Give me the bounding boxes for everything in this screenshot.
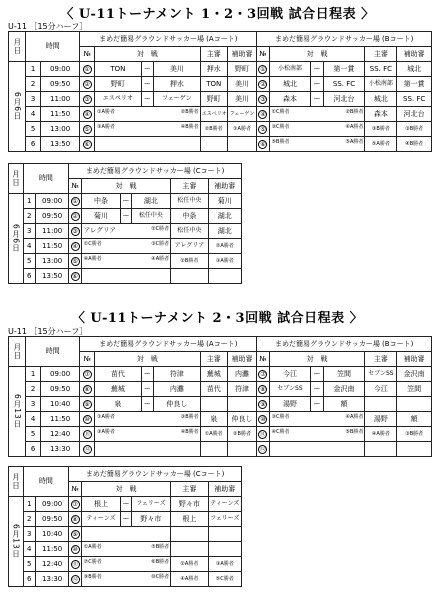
row-number: 2	[26, 382, 41, 397]
match-no: ⑫	[69, 572, 81, 587]
away-team: SS. FC	[323, 77, 365, 92]
assistant: 額	[397, 412, 432, 427]
match-no: ②	[257, 77, 269, 92]
table-row	[9, 254, 242, 269]
time-header: 時間	[26, 32, 80, 62]
row-number: 1	[26, 367, 41, 382]
vs-mark: ー	[311, 92, 323, 107]
match-no: ⑥	[257, 137, 269, 152]
time-cell: 13:30	[40, 442, 79, 457]
referee: 苗代	[200, 382, 227, 397]
referee: セブンSS	[365, 367, 397, 382]
match-no: ③	[69, 224, 81, 239]
home-team: 蕪城	[95, 382, 142, 397]
assistant: ③A勝者	[208, 254, 241, 269]
time-cell: 13:50	[40, 137, 79, 152]
match-no: ⑪	[80, 427, 95, 442]
time-cell: 13:50	[36, 269, 69, 284]
match-no: ①	[80, 62, 95, 77]
table-row	[9, 107, 432, 122]
vs-mark: ー	[121, 512, 131, 527]
month-day-header: 月日	[9, 32, 26, 62]
referee	[171, 269, 208, 284]
time-header: 時間	[23, 467, 69, 497]
date-cell: 6月6日	[9, 194, 24, 284]
assistant: 湖北	[208, 224, 241, 239]
match-no: ④	[80, 107, 95, 122]
asst-header: 補助審	[208, 482, 241, 497]
home-team: ティーンズ	[81, 512, 121, 527]
home-team: 苗代	[95, 367, 142, 382]
table-row	[9, 427, 432, 442]
date-cell: 6月13日	[9, 497, 24, 587]
referee: 野町	[200, 92, 227, 107]
match-no: ⑪	[69, 557, 81, 572]
table-row	[9, 397, 432, 412]
match-cell: ①A勝者 ②B勝者	[95, 107, 201, 122]
match-no: ④	[257, 107, 269, 122]
no-header: №	[80, 47, 95, 62]
schedule-table-c-1	[8, 163, 242, 284]
ref-header: 主審	[171, 179, 208, 194]
ref-header: 主審	[171, 482, 208, 497]
away-team: 野々市	[131, 512, 171, 527]
match-cell: ①C勝者 ②B勝者	[269, 107, 365, 122]
match-header: 対 戦	[95, 47, 201, 62]
home-team: エスペリオ	[95, 92, 142, 107]
row-number: 5	[26, 122, 41, 137]
vs-mark: ー	[121, 194, 131, 209]
match-cell: ⑦C勝者 ⑥B勝者	[81, 557, 170, 572]
match-cell: ④C勝者 ⑤B勝者	[269, 427, 365, 442]
match-no: ⑨	[69, 527, 81, 542]
row-number: 6	[23, 572, 35, 587]
no-header: №	[69, 179, 81, 194]
match-cell: ①A勝者 ③B勝者	[95, 412, 201, 427]
table-row	[9, 137, 432, 152]
ref-header: 主審	[200, 352, 227, 367]
match-no: ②	[69, 209, 81, 224]
assistant: SS. FC	[397, 92, 432, 107]
referee: 押水	[200, 62, 227, 77]
asst-header: 補助審	[227, 352, 257, 367]
assistant: 仲良し	[227, 412, 257, 427]
assistant: ⑤C勝者	[208, 572, 241, 587]
no-header: №	[257, 352, 269, 367]
away-team: 押水	[153, 77, 200, 92]
ref-header: 主審	[365, 352, 397, 367]
match-cell	[81, 269, 170, 284]
month-day-header: 月日	[9, 337, 26, 367]
row-number: 6	[23, 269, 35, 284]
match-header: 対 戦	[95, 352, 201, 367]
referee	[171, 542, 208, 557]
time-cell: 13:30	[36, 572, 69, 587]
row-number: 3	[26, 397, 41, 412]
match-no: ②	[80, 77, 95, 92]
time-cell: 11:50	[36, 239, 69, 254]
vs-mark: ー	[121, 497, 131, 512]
ref-header: 主審	[365, 47, 397, 62]
vs-mark: ー	[141, 382, 153, 397]
match-cell: ④A勝者 ④A勝者	[81, 254, 170, 269]
table-row	[9, 412, 432, 427]
asst-header: 補助審	[208, 179, 241, 194]
assistant: 笠間	[397, 382, 432, 397]
time-cell: 11:50	[40, 107, 79, 122]
referee: ③B勝者	[365, 122, 397, 137]
referee: ②B勝者	[171, 254, 208, 269]
section1-subtitle: U-11 ［15分ハーフ］	[8, 22, 88, 31]
assistant: ①A勝者	[227, 122, 257, 137]
table-row	[9, 512, 242, 527]
referee	[365, 442, 397, 457]
home-team: 根上	[81, 497, 121, 512]
match-header: 対 戦	[269, 47, 365, 62]
away-team: 松任中央	[131, 209, 171, 224]
referee: 蕪城	[200, 367, 227, 382]
referee: ①A勝者	[200, 427, 227, 442]
vs-mark: ー	[311, 62, 323, 77]
referee	[200, 442, 227, 457]
table-row	[9, 497, 242, 512]
table-row	[9, 224, 242, 239]
month-day-header: 月日	[9, 164, 24, 194]
away-team: 仲良し	[153, 397, 200, 412]
row-number: 6	[26, 137, 41, 152]
referee: ②A勝者	[171, 557, 208, 572]
vs-mark: ー	[141, 77, 153, 92]
referee: ②B勝者	[200, 122, 227, 137]
away-team: 内灘	[153, 382, 200, 397]
schedule-table-ab-1	[8, 31, 432, 152]
time-cell: 09:50	[36, 512, 69, 527]
home-team: 森本	[269, 92, 311, 107]
row-number: 3	[26, 92, 41, 107]
assistant: 内灘	[227, 367, 257, 382]
match-cell: ③A勝者 ④B勝者	[95, 427, 201, 442]
assistant: 美川	[227, 92, 257, 107]
table-row	[9, 382, 432, 397]
row-number: 4	[23, 542, 35, 557]
assistant: ティーンズ	[208, 497, 241, 512]
referee: ④A勝者	[171, 572, 208, 587]
vs-mark: ー	[311, 397, 323, 412]
assistant	[227, 397, 257, 412]
row-number: 2	[23, 209, 35, 224]
match-cell	[81, 527, 170, 542]
referee: アレグリア	[171, 239, 208, 254]
time-cell: 11:00	[40, 92, 79, 107]
referee: 中条	[171, 209, 208, 224]
assistant	[227, 137, 257, 152]
home-team: 野町	[95, 77, 142, 92]
assistant: 符津	[227, 382, 257, 397]
away-team: 第一賞	[323, 62, 365, 77]
row-number: 4	[26, 107, 41, 122]
vs-mark: ー	[311, 77, 323, 92]
referee	[200, 397, 227, 412]
home-team: 小松南部	[269, 62, 311, 77]
assistant: 河北台	[397, 107, 432, 122]
row-number: 5	[23, 254, 35, 269]
row-number: 3	[23, 527, 35, 542]
no-header: №	[69, 482, 81, 497]
match-no: ③	[257, 92, 269, 107]
match-no: ①	[257, 62, 269, 77]
time-cell: 09:00	[36, 497, 69, 512]
row-number: 5	[26, 427, 41, 442]
assistant: ②B勝者	[227, 427, 257, 442]
time-cell: 09:50	[36, 209, 69, 224]
match-cell: ①C勝者 ③C勝者	[81, 239, 170, 254]
referee	[200, 137, 227, 152]
row-number: 5	[23, 557, 35, 572]
table-row	[9, 92, 432, 107]
home-team: TON	[95, 62, 142, 77]
referee: SS. FC	[365, 62, 397, 77]
time-cell: 12:40	[36, 557, 69, 572]
match-cell: ③C勝者 ④A勝者	[269, 122, 365, 137]
assistant	[227, 442, 257, 457]
section2-subtitle: U-11 ［15分ハーフ］	[8, 327, 88, 336]
vs-mark: ー	[141, 62, 153, 77]
match-no: ⑩	[80, 412, 95, 427]
table-row	[9, 122, 432, 137]
time-cell: 09:00	[36, 194, 69, 209]
assistant: ④B勝者	[397, 137, 432, 152]
assistant: 第一賞	[397, 77, 432, 92]
home-team: 菊川	[81, 209, 121, 224]
vs-mark: ー	[311, 367, 323, 382]
match-no: ⑧	[257, 382, 269, 397]
match-no: ⑪	[257, 427, 269, 442]
match-no: ⑤	[257, 122, 269, 137]
match-header: 対 戦	[81, 179, 170, 194]
match-header: 対 戦	[81, 482, 170, 497]
assistant	[397, 397, 432, 412]
match-no: ④	[69, 239, 81, 254]
referee	[365, 397, 397, 412]
month-day-header: 月日	[9, 467, 24, 497]
row-number: 3	[23, 224, 35, 239]
assistant: 美川	[227, 77, 257, 92]
time-header: 時間	[26, 337, 80, 367]
court-a-header: まめだ簡易グラウンドサッカー場 (Aコート)	[80, 337, 257, 352]
match-no: ⑤	[69, 254, 81, 269]
referee: 城北	[365, 92, 397, 107]
table-row	[9, 557, 242, 572]
referee: TON	[200, 77, 227, 92]
away-team: 笠間	[323, 367, 365, 382]
match-cell	[95, 442, 201, 457]
referee: 湯野	[365, 412, 397, 427]
table-row	[9, 442, 432, 457]
match-cell: アレグリア ②C勝者	[81, 224, 170, 239]
referee: 森本	[365, 107, 397, 122]
referee: 泉	[200, 412, 227, 427]
away-team: フェリーズ	[131, 497, 171, 512]
table-row	[9, 239, 242, 254]
table-row	[9, 542, 242, 557]
home-team: 今江	[269, 367, 311, 382]
away-team: 額	[323, 397, 365, 412]
away-team: 美川	[153, 62, 200, 77]
row-number: 6	[26, 442, 41, 457]
time-cell: 10:40	[36, 527, 69, 542]
away-team: フェーゲン	[153, 92, 200, 107]
court-c-header: まめだ簡易グラウンドサッカー場 (Cコート)	[69, 467, 242, 482]
no-header: №	[80, 352, 95, 367]
ref-header: 主審	[200, 47, 227, 62]
table-row	[9, 527, 242, 542]
vs-mark: ー	[141, 92, 153, 107]
match-no: ⑥	[80, 137, 95, 152]
referee: 松任中央	[171, 224, 208, 239]
row-number: 1	[26, 62, 41, 77]
row-number: 2	[23, 512, 35, 527]
time-cell: 09:50	[40, 77, 79, 92]
asst-header: 補助審	[397, 47, 432, 62]
section2-title: 〈 U-11トーナメント 2・3回戦 試合日程表 〉	[71, 311, 364, 326]
row-number: 1	[23, 194, 35, 209]
court-b-header: まめだ簡易グラウンドサッカー場 (Bコート)	[257, 32, 432, 47]
match-no: ⑩	[69, 542, 81, 557]
row-number: 1	[23, 497, 35, 512]
match-header: 対 戦	[269, 352, 365, 367]
time-cell: 09:00	[40, 62, 79, 77]
date-cell: 6月6日	[9, 62, 26, 152]
match-cell	[95, 137, 201, 152]
table-row	[9, 269, 242, 284]
match-no: ⑨	[80, 397, 95, 412]
time-cell: 12:40	[40, 427, 79, 442]
match-no: ⑥	[69, 269, 81, 284]
assistant	[208, 542, 241, 557]
date-cell: 6月13日	[9, 367, 26, 457]
court-c-header: まめだ簡易グラウンドサッカー場 (Cコート)	[69, 164, 242, 179]
vs-mark: ー	[121, 209, 131, 224]
table-row	[9, 77, 432, 92]
time-cell: 10:40	[40, 397, 79, 412]
table-row	[9, 572, 242, 587]
match-no: ⑤	[80, 122, 95, 137]
table-row	[9, 367, 432, 382]
match-no: ⑫	[80, 442, 95, 457]
home-team: 泉	[95, 397, 142, 412]
time-header: 時間	[23, 164, 69, 194]
vs-mark: ー	[141, 367, 153, 382]
time-cell: 11:50	[36, 542, 69, 557]
table-row	[9, 194, 242, 209]
match-no: ③	[80, 92, 95, 107]
table-row	[9, 209, 242, 224]
match-cell: ⑤B勝者 ⑤A勝者	[269, 137, 365, 152]
away-team: 河北台	[323, 92, 365, 107]
assistant: 湖北	[208, 209, 241, 224]
home-team: 城北	[269, 77, 311, 92]
away-team: 湖北	[131, 194, 171, 209]
section1-title: 〈 U-11トーナメント 1・2・3回戦 試合日程表 〉	[60, 7, 375, 22]
home-team: 中条	[81, 194, 121, 209]
assistant	[397, 442, 432, 457]
referee	[171, 527, 208, 542]
referee: エスペリオ	[200, 107, 227, 122]
referee: 根上	[171, 512, 208, 527]
time-cell: 13:00	[36, 254, 69, 269]
schedule-table-ab-2	[8, 336, 432, 457]
assistant: ③B勝者	[397, 122, 432, 137]
assistant	[208, 527, 241, 542]
match-no: ⑦	[80, 367, 95, 382]
time-cell: 13:00	[40, 122, 79, 137]
match-no: ⑧	[80, 382, 95, 397]
assistant: フェリーズ	[208, 512, 241, 527]
time-cell: 09:00	[40, 367, 79, 382]
no-header: №	[257, 47, 269, 62]
match-no: ①	[69, 194, 81, 209]
match-no: ⑨	[257, 397, 269, 412]
vs-mark: ー	[311, 382, 323, 397]
time-cell: 11:00	[36, 224, 69, 239]
match-no: ⑦	[69, 497, 81, 512]
match-cell: ③C勝者 ④A勝者	[269, 412, 365, 427]
assistant: 城北	[397, 62, 432, 77]
assistant: 金沢南	[397, 367, 432, 382]
away-team: 金沢南	[323, 382, 365, 397]
referee: 野々市	[171, 497, 208, 512]
assistant	[208, 269, 241, 284]
asst-header: 補助審	[227, 47, 257, 62]
row-number: 4	[26, 412, 41, 427]
match-no: ⑦	[257, 367, 269, 382]
court-a-header: まめだ簡易グラウンドサッカー場 (Aコート)	[80, 32, 257, 47]
referee: 今江	[365, 382, 397, 397]
row-number: 2	[26, 77, 41, 92]
assistant: ③A勝者	[208, 557, 241, 572]
court-b-header: まめだ簡易グラウンドサッカー場 (Bコート)	[257, 337, 432, 352]
table-row	[9, 62, 432, 77]
match-no: ⑫	[257, 442, 269, 457]
time-cell: 09:50	[40, 382, 79, 397]
match-no: ⑧	[69, 512, 81, 527]
match-cell: ①A勝者 ⑤B勝者	[81, 542, 170, 557]
referee: 小松南部	[365, 77, 397, 92]
asst-header: 補助審	[397, 352, 432, 367]
assistant: フェーゲン	[227, 107, 257, 122]
home-team: 湯野	[269, 397, 311, 412]
match-no: ⑩	[257, 412, 269, 427]
referee: ⑤A勝者	[365, 137, 397, 152]
match-cell: ③A勝者 ④B勝者	[95, 122, 201, 137]
vs-mark: ー	[141, 397, 153, 412]
assistant: 野町	[227, 62, 257, 77]
match-cell	[269, 442, 365, 457]
schedule-table-c-2	[8, 466, 242, 587]
assistant: ③B勝者	[397, 427, 432, 442]
assistant: ②A勝者	[208, 239, 241, 254]
referee: ④A勝者	[365, 427, 397, 442]
referee: 松任中央	[171, 194, 208, 209]
home-team: セブンSS	[269, 382, 311, 397]
away-team: 符津	[153, 367, 200, 382]
time-cell: 11:50	[40, 412, 79, 427]
assistant: 菊川	[208, 194, 241, 209]
row-number: 4	[23, 239, 35, 254]
match-cell: ⑨B勝者 ⑩C勝者	[81, 572, 170, 587]
